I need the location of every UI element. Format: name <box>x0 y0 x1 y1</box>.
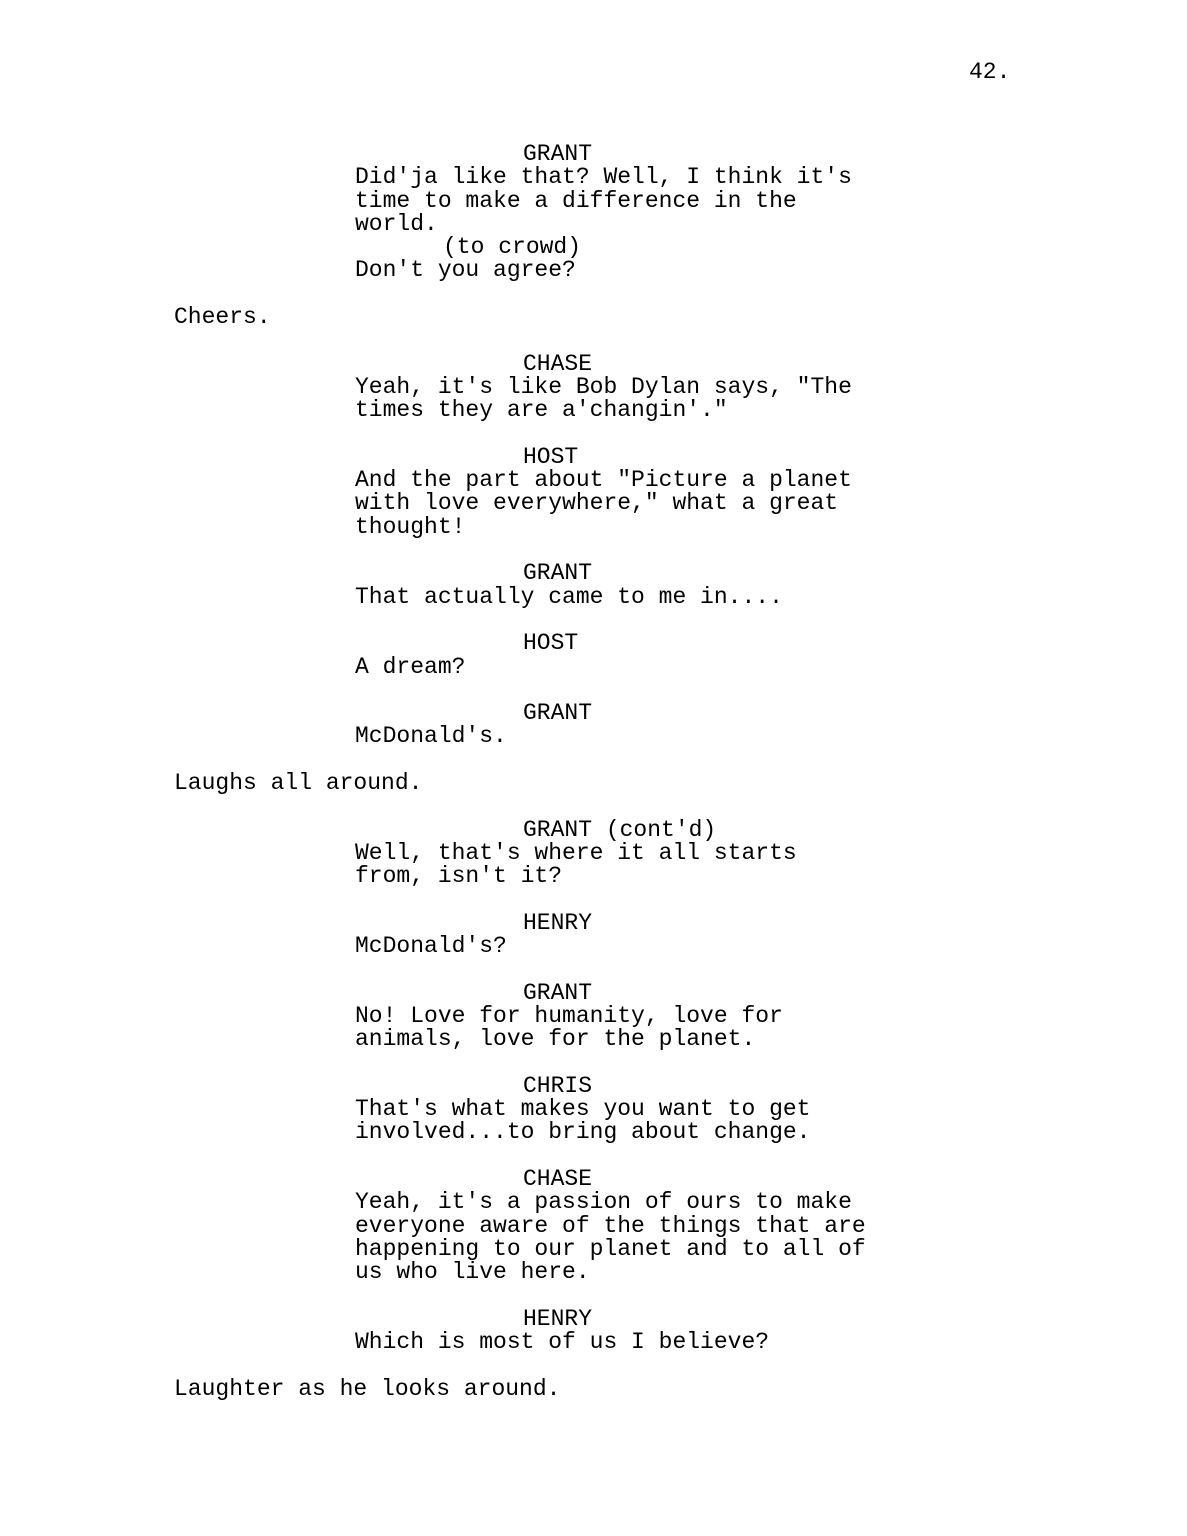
dialogue: Yeah, it's a passion of ours to make everyone aware of the things that are happening to our planet and to all of us who live here. <box>355 1189 866 1286</box>
character-name: HOST <box>523 443 579 470</box>
action-line: Laughter as he looks around. <box>174 1375 561 1402</box>
dialogue: That's what makes you want to get involved...to bring about change. <box>355 1096 811 1146</box>
character-name: GRANT <box>523 560 593 587</box>
script-body <box>0 143 1187 1401</box>
character-name: CHRIS <box>523 1072 593 1099</box>
dialogue: Well, that's where it all starts from, isn't it? <box>355 839 797 890</box>
character-name: HENRY <box>523 1305 593 1332</box>
dialogue: Yeah, it's like Bob Dylan says, "The times they are a'changin'." <box>355 373 852 424</box>
dialogue: That actually came to me in.... <box>355 583 783 610</box>
character-name: HOST <box>523 630 579 657</box>
character-name: GRANT (cont'd) <box>523 816 717 843</box>
action-line: Cheers. <box>174 304 271 331</box>
page-number: 42. <box>969 59 1011 85</box>
character-name: GRANT <box>523 700 593 727</box>
dialogue: Which is most of us I believe? <box>355 1329 770 1356</box>
dialogue: Did'ja like that? Well, I think it's time to make a difference in the world. <box>355 164 852 237</box>
character-name: HENRY <box>523 909 593 936</box>
parenthetical: (to crowd) <box>443 234 582 261</box>
dialogue: And the part about "Picture a planet with love everywhere," what a great thought! <box>355 467 852 540</box>
dialogue: A dream? <box>355 653 466 680</box>
character-name: GRANT <box>523 979 593 1006</box>
character-name: CHASE <box>523 1166 593 1193</box>
dialogue: McDonald's. <box>355 723 507 750</box>
action-line: Laughs all around. <box>174 770 423 797</box>
dialogue: Don't you agree? <box>355 257 576 284</box>
dialogue: McDonald's? <box>355 933 507 960</box>
character-name: CHASE <box>523 350 593 377</box>
dialogue: No! Love for humanity, love for animals, love for the planet. <box>355 1002 783 1053</box>
character-name: GRANT <box>523 141 593 167</box>
